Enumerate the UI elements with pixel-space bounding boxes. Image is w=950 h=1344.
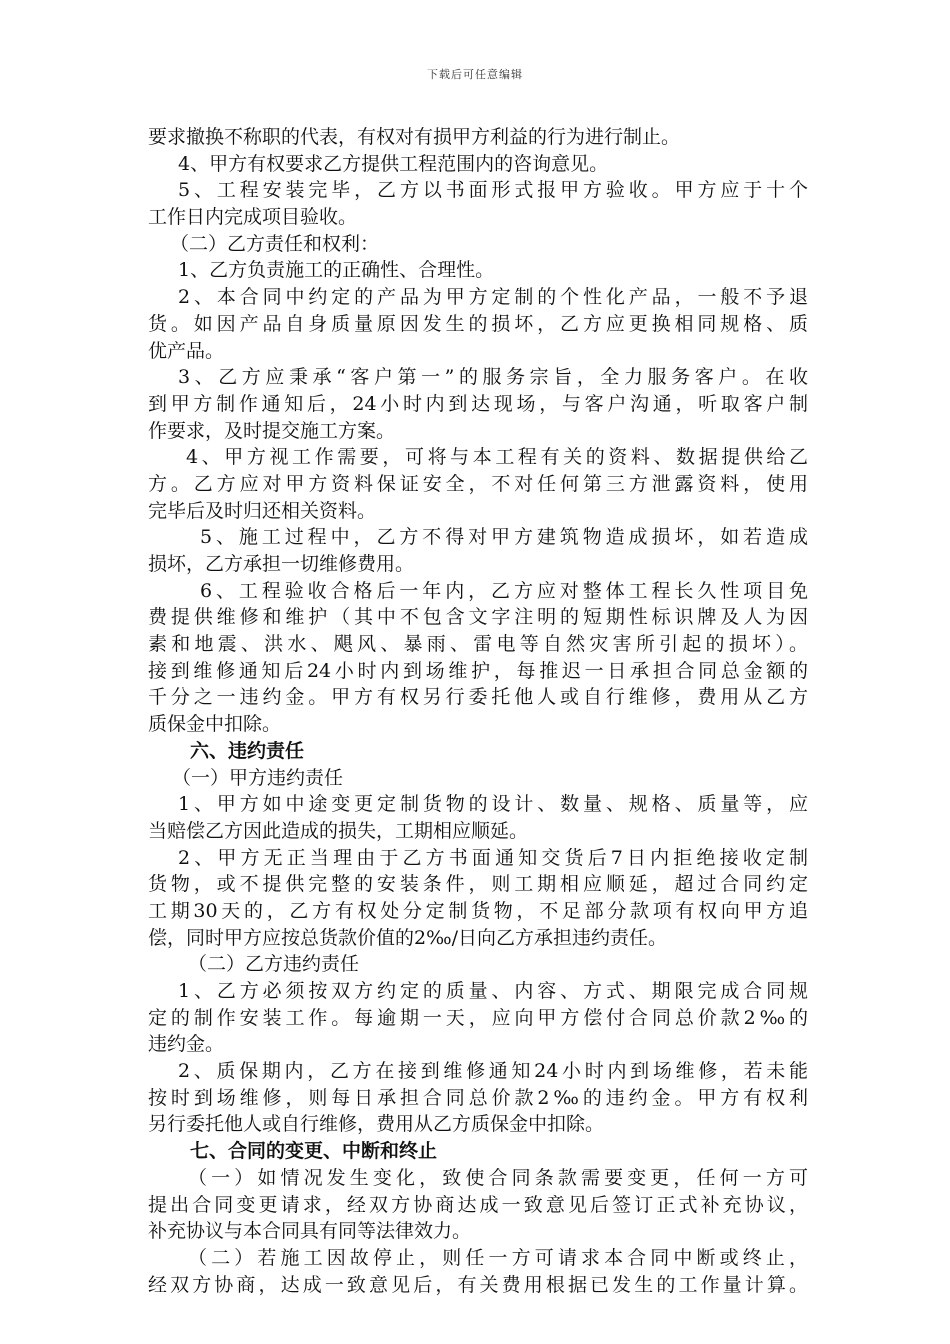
text-line: 5、工程安装完毕，乙方以书面形式报甲方验收。甲方应于十个 [178,179,808,202]
text-line: （二）乙方违约责任 [188,953,360,976]
text-line: 当赔偿乙方因此造成的损失，工期相应顺延。 [148,819,529,842]
contract-body [148,124,808,1298]
text-line: 货。如因产品自身质量原因发生的损坏，乙方应更换相同规格、质 [148,312,808,335]
text-line: 2、本合同中约定的产品为甲方定制的个性化产品，一般不予退 [178,286,808,309]
text-line: 5、施工过程中，乙方不得对甲方建筑物造成损坏，如若造成 [200,526,808,549]
text-line: 1、乙方负责施工的正确性、合理性。 [178,259,495,282]
text-line: 工作日内完成项目验收。 [148,206,358,229]
text-line: 方。乙方应对甲方资料保证安全，不对任何第三方泄露资料，使用 [148,472,808,495]
text-line: 完毕后及时归还相关资料。 [148,499,377,522]
text-line: （一）甲方违约责任 [172,766,344,789]
text-line: 货物，或不提供完整的安装条件，则工期相应顺延，超过合同约定 [148,873,808,896]
text-line: 偿，同时甲方应按总货款价值的2‰/日向乙方承担违约责任。 [148,926,667,949]
text-line: 另行委托他人或自行维修，费用从乙方质保金中扣除。 [148,1113,605,1136]
text-line: 质保金中扣除。 [148,713,282,736]
text-line: 提出合同变更请求，经双方协商达成一致意见后签订正式补充协议， [148,1193,808,1216]
text-line: 3、乙方应秉承“客户第一”的服务宗旨，全力服务客户。在收 [178,366,808,389]
text-line: 定的制作安装工作。每逾期一天，应向甲方偿付合同总价款2‰的 [148,1006,808,1029]
section-heading: 七、合同的变更、中断和终止 [190,1140,438,1163]
text-line: 6、工程验收合格后一年内，乙方应对整体工程长久性项目免 [200,579,808,602]
text-line: 要求撤换不称职的代表，有权对有损甲方利益的行为进行制止。 [148,126,681,148]
text-line: 到甲方制作通知后，24小时内到达现场，与客户沟通，听取客户制 [148,392,808,415]
text-line: 违约金。 [148,1033,225,1056]
page-header: 下载后可任意编辑 [427,68,523,81]
text-line: 补充协议与本合同具有同等法律效力。 [148,1220,472,1243]
text-line: 费提供维修和维护（其中不包含文字注明的短期性标识牌及人为因 [148,606,808,629]
text-line: 4、甲方有权要求乙方提供工程范围内的咨询意见。 [178,152,609,175]
text-line: 作要求，及时提交施工方案。 [148,419,396,442]
text-line: 工期30天的，乙方有权处分定制货物，不足部分款项有权向甲方追 [148,899,808,922]
text-line: 4、甲方视工作需要，可将与本工程有关的资料、数据提供给乙 [186,446,808,469]
text-line: 损坏，乙方承担一切维修费用。 [148,553,415,575]
text-line: 2、甲方无正当理由于乙方书面通知交货后7日内拒绝接收定制 [178,846,808,869]
text-line: （二）乙方责任和权利： [170,232,380,255]
text-line: 优产品。 [148,339,225,362]
text-line: 经双方协商，达成一致意见后，有关费用根据已发生的工作量计算。 [148,1273,808,1296]
text-line: 按时到场维修，则每日承担合同总价款2‰的违约金。甲方有权利 [148,1086,808,1109]
text-line: 素和地震、洪水、飓风、暴雨、雷电等自然灾害所引起的损坏）。 [148,633,808,656]
text-line: 千分之一违约金。甲方有权另行委托他人或自行维修，费用从乙方 [148,686,808,709]
text-line: 接到维修通知后24小时内到场维护，每推迟一日承担合同总金额的 [148,659,808,682]
section-heading: 六、违约责任 [190,739,305,762]
text-line: 1、甲方如中途变更定制货物的设计、数量、规格、质量等，应 [178,793,808,816]
text-line: 2、质保期内，乙方在接到维修通知24小时内到场维修，若未能 [178,1060,808,1083]
text-line: （一）如情况发生变化，致使合同条款需要变更，任何一方可 [188,1166,808,1189]
text-line: 1、乙方必须按双方约定的质量、内容、方式、期限完成合同规 [178,980,808,1002]
text-line: （二）若施工因故停止，则任一方可请求本合同中断或终止， [188,1246,808,1269]
